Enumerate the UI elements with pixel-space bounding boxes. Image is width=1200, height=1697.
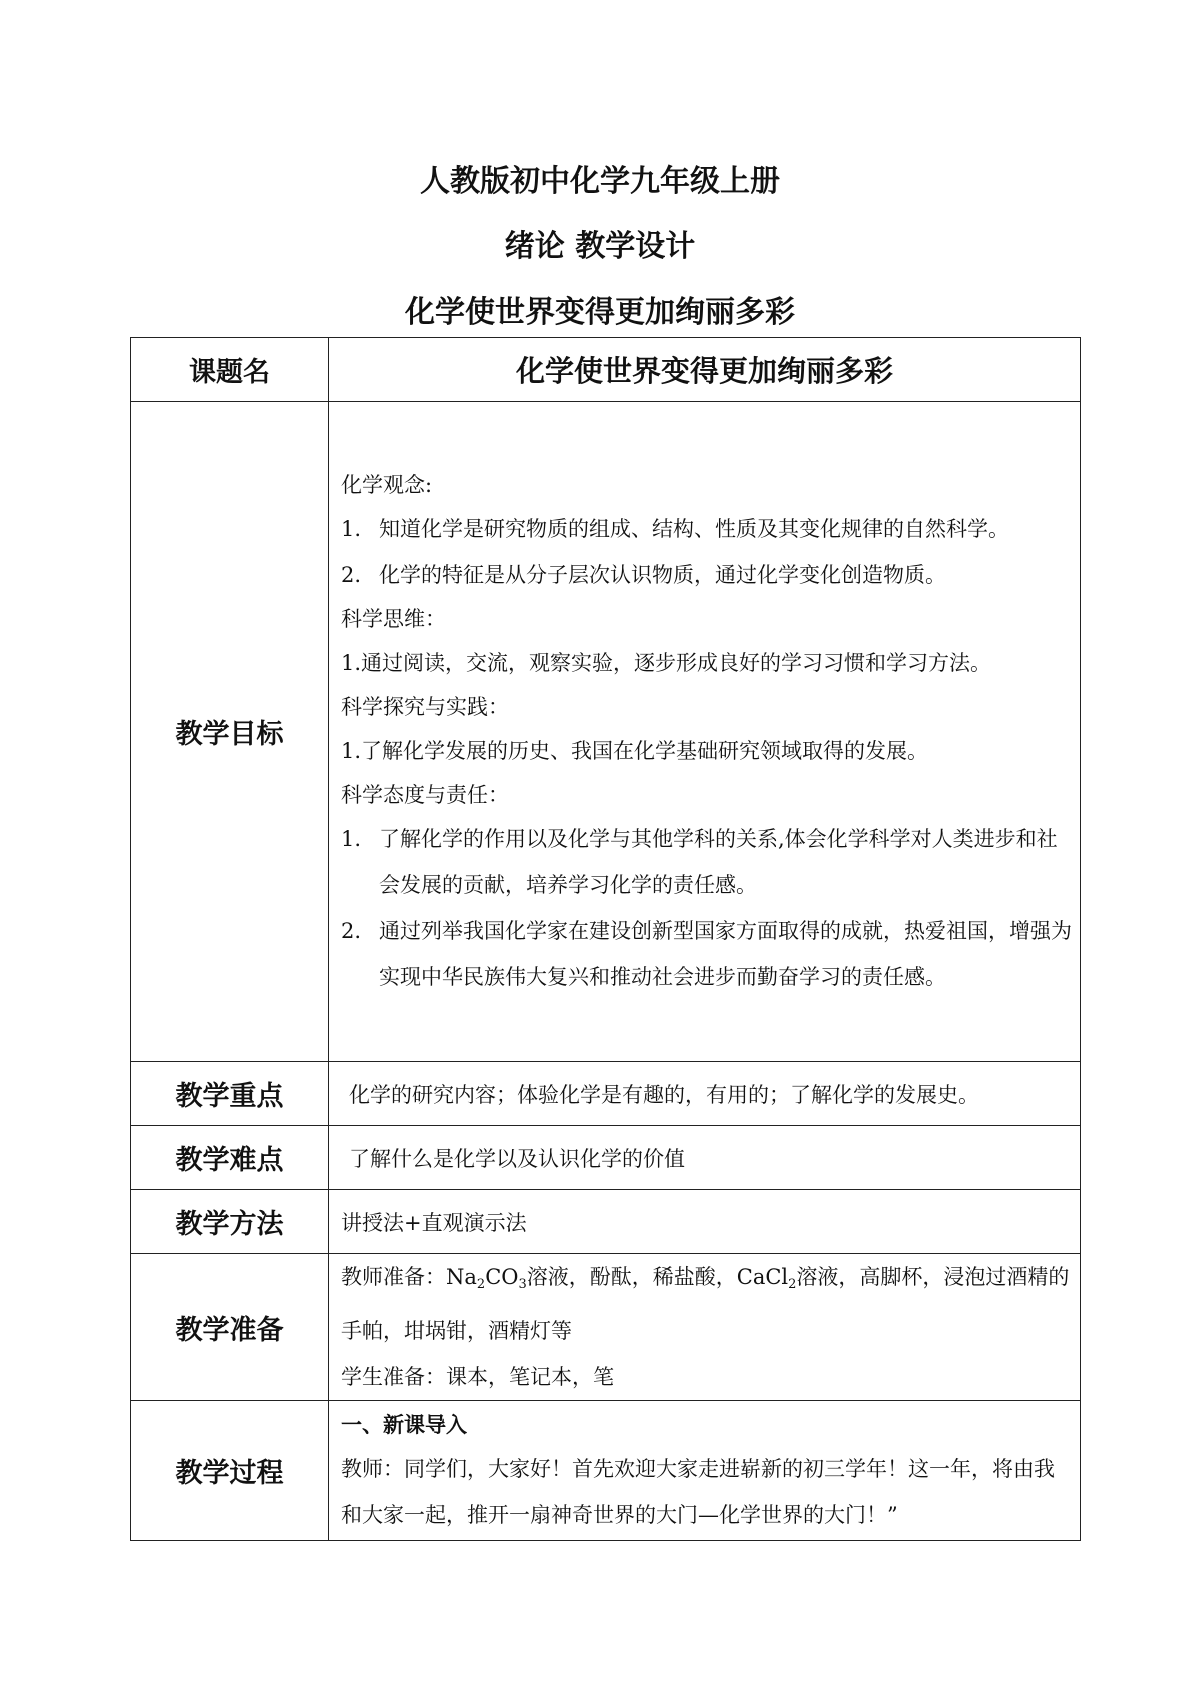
objective-text: 了解化学发展的历史、我国在化学基础研究领域取得的发展。 [361,738,929,763]
objective-item [341,552,1074,598]
objective-number: 1. [341,516,362,541]
process-text: 教师：同学们，大家好！首先欢迎大家走进崭新的初三学年！这一年，将由我和大家一起，推开一扇神奇世界的大门—化学世界的大门！” [341,1456,1055,1527]
objective-text: 知道化学是研究物质的组成、结构、性质及其变化规律的自然科学。 [379,516,1009,541]
label-preparation: 教学准备 [131,1254,329,1401]
objective-item [341,908,1074,1000]
teacher-mid: 溶液，酚酞，稀盐酸， [526,1265,737,1289]
value-preparation [329,1254,1081,1401]
label-topic: 课题名 [131,338,329,402]
value-topic: 化学使世界变得更加绚丽多彩 [329,338,1081,402]
doc-title-lesson: 绪论 教学设计 [504,229,696,264]
teacher-rest: 溶液，高脚杯，浸泡过酒精的手帕，坩埚钳，酒精灯等 [341,1265,1070,1343]
objective-number: 2. [341,562,362,587]
objective-heading: 科学思维： [341,606,446,631]
objective-text: 化学的特征是从分子层次认识物质，通过化学变化创造物质。 [379,562,946,587]
label-key-points: 教学重点 [131,1062,329,1126]
label-methods: 教学方法 [131,1190,329,1254]
formula-subscript: 2 [788,1277,797,1292]
row-topic [131,338,1081,402]
formula-na2co3 [446,1265,527,1292]
label-process: 教学过程 [131,1401,329,1541]
formula-part: Na [446,1265,477,1289]
doc-title-topic: 化学使世界变得更加绚丽多彩 [405,295,795,330]
value-process [329,1401,1081,1541]
objective-text: 通过阅读，交流，观察实验，逐步形成良好的学习习惯和学习方法。 [361,650,992,675]
objective-number: 1. [341,738,362,763]
value-methods: 讲授法+直观演示法 [329,1190,1081,1254]
objective-item [341,506,1074,552]
objective-item [341,640,1074,686]
student-preparation: 学生准备：课本，笔记本，笔 [341,1365,614,1389]
objective-number: 2. [341,918,362,943]
value-key-points: 化学的研究内容；体验化学是有趣的，有用的；了解化学的发展史。 [329,1062,1081,1126]
row-preparation [131,1254,1081,1401]
objective-item [341,728,1074,774]
doc-title-book: 人教版初中化学九年级上册 [420,164,780,199]
formula-subscript: 3 [518,1277,527,1292]
objective-text: 通过列举我国化学家在建设创新型国家方面取得的成就，热爱祖国，增强为实现中华民族伟大复兴和推动社会进步而勤奋学习的责任感。 [379,918,1072,989]
objective-number: 1. [341,650,362,675]
objective-item [341,816,1074,908]
lesson-plan-table [130,337,1081,1541]
objective-heading: 化学观念: [341,472,433,497]
formula-part: CO [485,1265,519,1289]
label-difficulties: 教学难点 [131,1126,329,1190]
teacher-prefix: 教师准备： [341,1265,446,1289]
formula-cacl2 [736,1265,797,1292]
objective-heading: 科学态度与责任： [341,782,509,807]
formula-subscript: 2 [476,1277,486,1292]
row-objectives [131,402,1081,1062]
row-process [131,1401,1081,1541]
objective-heading: 科学探究与实践： [341,694,509,719]
objective-text: 了解化学的作用以及化学与其他学科的关系,体会化学科学对人类进步和社会发展的贡献，培养学习化学的责任感。 [379,826,1058,897]
value-objectives [329,402,1081,1062]
objective-number: 1. [341,826,362,851]
process-heading: 一、新课导入 [341,1412,467,1437]
row-key-points [131,1062,1081,1126]
formula-part: CaCl [736,1265,789,1289]
row-difficulties [131,1126,1081,1190]
value-difficulties: 了解什么是化学以及认识化学的价值 [329,1126,1081,1190]
label-objectives: 教学目标 [131,402,329,1062]
teacher-preparation [341,1254,1074,1354]
row-methods [131,1190,1081,1254]
